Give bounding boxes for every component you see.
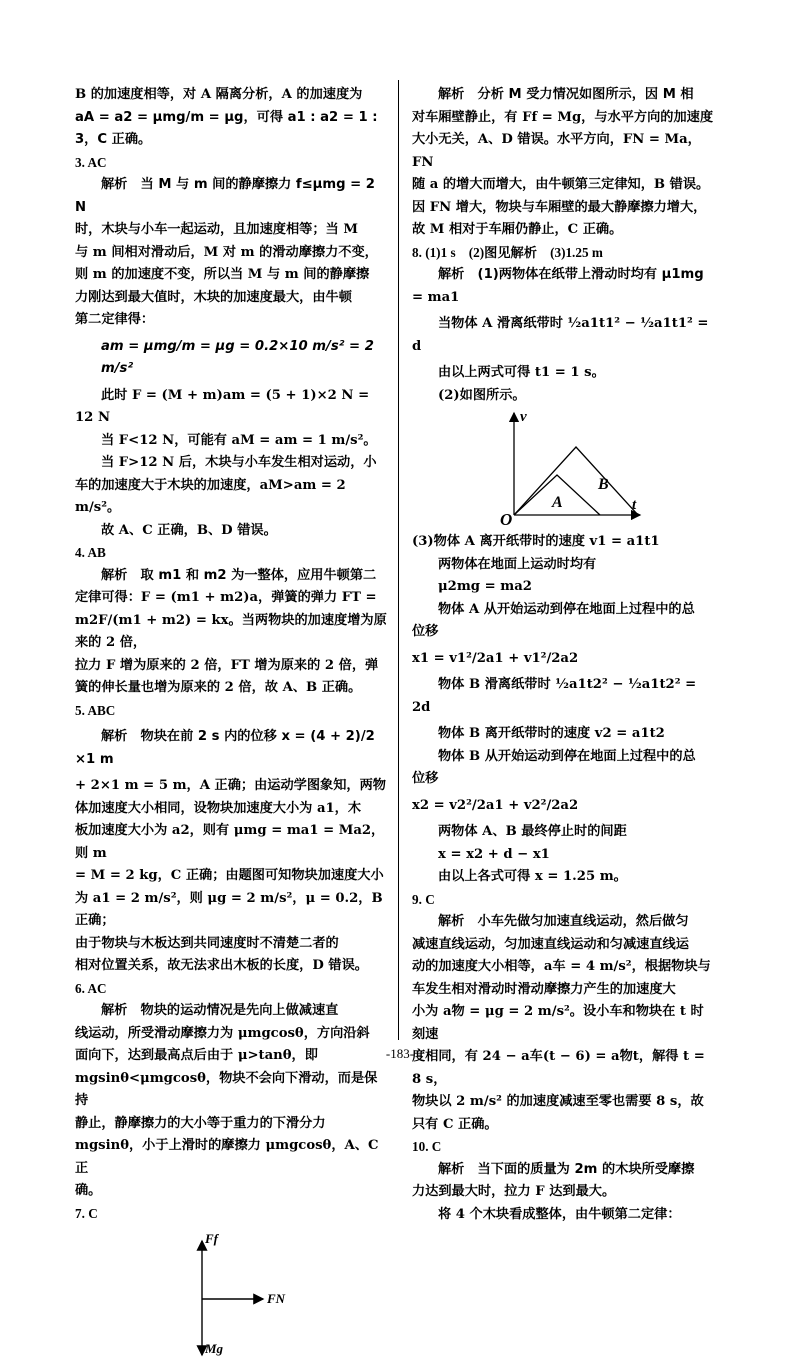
formula-line: aA = a2 = μmg/m = μg，可得 a1 : a2 = 1 : 3，C 正确。 <box>75 109 378 147</box>
text-line: 当 F<12 N，可能有 aM = am = 1 m/s²。 <box>101 432 377 448</box>
text-line: 故 M 相对于车厢仍静止，C 正确。 <box>412 222 623 237</box>
text-line: 解析 当下面的质量为 2m 的木块所受摩擦 <box>438 1161 695 1177</box>
text-line: 度相同，有 24 − a车(t − 6) = a物t，解得 t = 8 s， <box>412 1049 705 1087</box>
column-divider <box>398 80 399 1040</box>
text-line: 大小无关，A、D 错误。水平方向，FN = Ma，FN <box>412 132 701 170</box>
formula-line: 物体 B 滑离纸带时 ½a1t2² − ½a1t2² = 2d <box>412 677 697 715</box>
label-fn: FN <box>267 1291 286 1306</box>
label-a: A <box>552 494 563 511</box>
text-line: 拉力 F 增为原来的 2 倍，FT 增为原来的 2 倍，弹 <box>75 657 379 673</box>
text-line: 小为 a物 = μg = 2 m/s²。设小车和物块在 t 时刻速 <box>412 1004 704 1042</box>
text-line: 确。 <box>75 1183 102 1198</box>
question-number: 4. AB <box>75 545 106 560</box>
text-line: 车的加速度大于木块的加速度，aM>am = 2 m/s²。 <box>75 477 346 515</box>
question-number: 10. C <box>412 1139 442 1154</box>
text-line: 物体 B 从开始运动到停在地面上过程中的总 <box>438 748 696 764</box>
text-line: 车发生相对滑动时滑动摩擦力产生的加速度大 <box>412 981 676 997</box>
text-line: 解析 物块在前 2 s 内的位移 x = (4 + 2)/2 ×1 m <box>75 729 375 767</box>
text-line: B 的加速度相等，对 A 隔离分析，A 的加速度为 <box>75 87 363 102</box>
formula-line: x2 = v2²/2a1 + v2²/2a2 <box>412 797 579 813</box>
text-line: 解析 物块的运动情况是先向上做减速直 <box>101 1003 339 1018</box>
text-line: 物块以 2 m/s² 的加速度减速至零也需要 8 s，故 <box>412 1094 704 1109</box>
text-line: 静止，静摩擦力的大小等于重力的下滑分力 <box>75 1115 326 1131</box>
text-line: 相对位置关系，故无法求出木板的长度，D 错误。 <box>75 958 368 973</box>
formula-line: x1 = v1²/2a1 + v1²/2a2 <box>412 650 579 666</box>
left-column <box>75 84 387 1359</box>
text-line: 解析 小车先做匀加速直线运动，然后做匀 <box>438 914 689 929</box>
text-line: 解析 取 m1 和 m2 为一整体，应用牛顿第二 <box>101 567 377 583</box>
text-line: μ2mg = ma2 <box>438 579 532 594</box>
label-t: t <box>632 497 637 513</box>
text-line: 动的加速度大小相等，a车 = 4 m/s²，根据物块与 <box>412 959 711 974</box>
force-diagram <box>75 1229 387 1359</box>
question-number: 3. AC <box>75 154 107 170</box>
text-line: 物体 B 离开纸带时的速度 v2 = a1t2 <box>438 726 665 741</box>
text-line: mgsinθ<μmgcosθ，物块不会向下滑动，而是保持 <box>75 1070 378 1108</box>
curve-b <box>514 447 638 515</box>
text-line: mgsinθ，小于上滑时的摩擦力 μmgcosθ，A、C 正 <box>75 1138 379 1176</box>
question-number: 9. C <box>412 891 435 907</box>
text-line: 时，木块与小车一起运动，且加速度相等；当 M <box>75 222 358 237</box>
text-line: 为 a1 = 2 m/s²，则 μg = 2 m/s²，μ = 0.2，B 正确； <box>75 890 383 928</box>
label-ff: Ff <box>205 1231 218 1246</box>
text-line: + 2×1 m = 5 m，A 正确；由运动学图象知，两物 <box>75 778 386 793</box>
text-line: 将 4 个木块看成整体，由牛顿第二定律： <box>438 1206 681 1222</box>
text-line: 减速直线运动，匀加速直线运动和匀减速直线运 <box>412 936 689 952</box>
formula-line: 当物体 A 滑离纸带时 ½a1t1² − ½a1t1² = d <box>412 316 709 354</box>
text-line: 故 A、C 正确，B、D 错误。 <box>101 522 277 538</box>
text-line: 力达到最大时，拉力 F 达到最大。 <box>412 1184 616 1199</box>
text-line: 则 m 的加速度不变，所以当 M 与 m 间的静摩擦 <box>75 267 370 282</box>
text-line: 与 m 间相对滑动后，M 对 m 的滑动摩擦力不变， <box>75 244 378 260</box>
text-line: 面向下，达到最高点后由于 μ>tanθ，即 <box>75 1048 318 1063</box>
question-number: 7. C <box>75 1205 98 1221</box>
text-line: 物体 A 从开始运动到停在地面上过程中的总 <box>438 601 695 617</box>
page-number: -183- <box>385 1046 415 1061</box>
text-line: 由以上两式可得 t1 = 1 s。 <box>438 365 605 380</box>
text-line: x = x2 + d − x1 <box>438 846 550 862</box>
text-line: 对车厢壁静止，有 Ff = Mg，与水平方向的加速度 <box>412 109 714 125</box>
text-line: = ma1 <box>412 289 460 305</box>
question-number: 8. (1)1 s (2)图见解析 (3)1.25 m <box>412 244 603 260</box>
text-line: 由于物块与木板达到共同速度时不清楚二者的 <box>75 935 339 951</box>
text-line: 位移 <box>412 771 439 786</box>
text-line: 体加速度大小相同，设物块加速度大小为 a1，木 <box>75 800 362 816</box>
label-v: v <box>520 409 527 425</box>
question-number: 6. AC <box>75 980 107 996</box>
text-line: 当 F>12 N 后，木块与小车发生相对运动，小 <box>101 455 377 470</box>
text-line: 解析 分析 M 受力情况如图所示，因 M 相 <box>438 87 694 102</box>
text-line: 两物体 A、B 最终停止时的间距 <box>438 824 627 839</box>
text-line: (2)如图所示。 <box>438 387 526 403</box>
text-line: 由以上各式可得 x = 1.25 m。 <box>438 869 627 884</box>
text-line: 两物体在地面上运动时均有 <box>438 556 597 572</box>
text-line: 定律可得：F = (m1 + m2)a，弹簧的弹力 FT = <box>75 590 377 605</box>
text-line: m2F/(m1 + m2) = kx。当两物块的加速度增为原来的 2 倍， <box>75 612 387 650</box>
text-line: 力刚达到最大值时，木块的加速度最大，由牛顿 <box>75 289 352 305</box>
text-line: (3)物体 A 离开纸带时的速度 v1 = a1t1 <box>412 534 660 549</box>
text-line: 位移 <box>412 624 439 639</box>
text-line: 第二定律得： <box>75 312 155 327</box>
text-line: 解析 (1)两物体在纸带上滑动时均有 μ1mg <box>438 267 704 282</box>
text-line: 板加速度大小为 a2，则有 μmg = ma1 = Ma2，则 m <box>75 823 385 861</box>
question-number: 5. ABC <box>75 702 116 718</box>
text-line: 随 a 的增大而增大，由牛顿第三定律知，B 错误。 <box>412 177 710 192</box>
label-o: O <box>500 510 513 529</box>
formula-line: am = μmg/m = μg = 0.2×10 m/s² = 2 m/s² <box>101 338 374 376</box>
text-line: 解析 当 M 与 m 间的静摩擦力 f≤μmg = 2 N <box>75 177 375 215</box>
text-line: 簧的伸长量也增为原来的 2 倍，故 A、B 正确。 <box>75 680 362 695</box>
vt-graph <box>412 409 714 529</box>
text-line: 线运动，所受滑动摩擦力为 μmgcosθ，方向沿斜 <box>75 1025 370 1041</box>
text-line: 只有 C 正确。 <box>412 1116 498 1132</box>
label-b: B <box>598 476 609 493</box>
text-line: = M = 2 kg，C 正确；由题图可知物块加速度大小 <box>75 868 384 883</box>
label-mg: Mg <box>205 1341 224 1356</box>
text-line: 此时 F = (M + m)am = (5 + 1)×2 N = 12 N <box>75 387 370 425</box>
text-line: 因 FN 增大，物块与车厢壁的最大静摩擦力增大， <box>412 199 707 215</box>
